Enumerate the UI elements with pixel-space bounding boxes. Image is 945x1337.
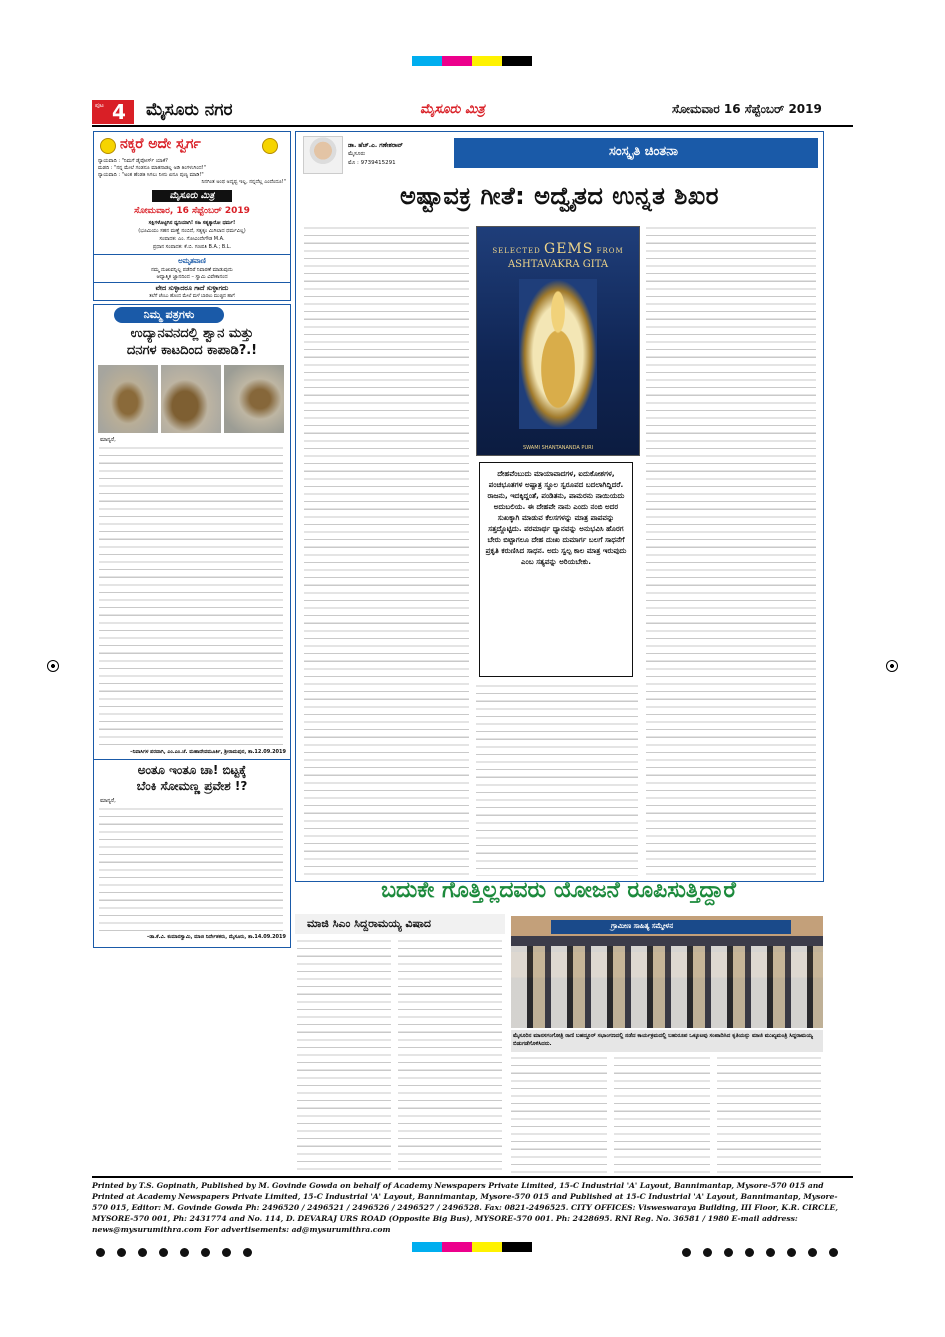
letter-signoff: –ನಿವಾಸಿಗಳ ಪರವಾಗಿ, ಎಂ.ಎಂ.ಜೆ. ಮಹಾದೇವಮೂರ್ತಿ, ಶ್ರೀರಾಮಪುರ, ತಾ.12.09.2019	[130, 749, 286, 755]
book-cover	[476, 226, 640, 456]
header-rule	[92, 125, 853, 127]
letter-headline-line: ಅಂತೂ ಇಂತೂ ಚಾ! ಬಿಟ್ಟಕ್ಕೆ	[137, 763, 247, 777]
nakkare-title: ನಕ್ಕರೆ ಅದೇ ಸ್ವರ್ಗ	[120, 136, 201, 152]
pull-quote-text: ದೇಹವೆಂಬುದು ಮಾಯಾವಾದಗಳ, ಐದುಕೋಶಗಳ, ಪಂಚಭೂತಗಳ ಅಷ್ಟಾತ್ರ ಸ್ಥೂಲ ಸ್ವರೂಪದ ಬದಲಾಗಿದ್ದಿದರೆ. ರಾಜನು, ಇದಕ್ಕಿದ್ದಂತೆ, ಪಂಡಿತನು, ಪಾಮರನು ನಾಯಿಯದು ಅದುಬಲಿಯ. ಈ ದೇಹವೇ ನಾನು ಎಂದು ನಂಬಿ ಅದರ ಸುಖಕ್ಕಾಗಿ ಮಾಡುವ ಕೆಲಸಗಳನ್ನು ಮಾತ್ರ ಪಾಪವನ್ನು ಸತ್ತದ್ದೊಟ್ಟಿದು. ಪರಮಾರ್ಥ ಧ್ಯಾನವನ್ನು ಅನುಭವಿಸಿ ಹೊರಗ ಬೇರು ಬಿಟ್ಟಾಗಲೂ ದೇಹ ದುಃಖ ದುಮಾರ್ಗ ಬಲಗೆ ಸಾಧನೆಗೆ ಪ್ರಕೃತಿ ಕರುಣಿಸಿದ ಸಾಧನ. ಅದು ಸ್ವಲ್ಪ ಕಾಲ ಮಾತ್ರ ಇರುವುದು ಎಂಬ ಸತ್ಯವನ್ನು ಅರಿಯಬೇಕು.	[485, 469, 627, 566]
letter-headline-line: ದನಗಳ ಕಾಟದಿಂದ ಕಾಪಾಡಿ?.!	[126, 343, 258, 358]
letters-title: ನಿಮ್ಮ ಪತ್ರಗಳು	[114, 307, 224, 323]
masthead: ಮೈಸೂರು ಮಿತ್ರ	[420, 102, 485, 117]
proverb: ವೇದ ಸುಳ್ಳಾದರೂ ಗಾದೆ ಸುಳ್ಳಾಗದು	[155, 284, 229, 292]
letter-body	[99, 446, 283, 746]
joke-line: ನಿನಗಿಂತ ಅಂಥ ಅದೃಷ್ಟ ಇಲ್ಲ, ನನ್ನದೆಲ್ಲ ಎಂದೆಂದೂ!"	[201, 179, 286, 185]
letter-salutation: ಮಾನ್ಯರೆ,	[100, 437, 116, 443]
article-body-col1	[304, 226, 469, 876]
photo-caption-text: ಮೈಸೂರಿನ ಮಾನಸಗಂಗೋತ್ರಿ ರಾಣಿ ಬಹದ್ದೂರ್ ಸಭಾಂಗಣದಲ್ಲಿ ನಡೆದ ಕಾರ್ಯಕ್ರಮದಲ್ಲಿ ಬಹುರೂಪ ಒಕ್ಕೂಟವು ಸಂಪಾದಿಸಿದ ಕೃತಿಯನ್ನು ಮಾಜಿ ಮುಖ್ಯಮಂತ್ರಿ ಸಿದ್ದರಾಮಯ್ಯ ಬಿಡುಗಡೆಗೊಳಿಸಿದರು.	[513, 1033, 813, 1047]
photo-caption	[511, 1030, 823, 1052]
footer-rule	[92, 1176, 853, 1178]
color-bar-bottom	[412, 1242, 532, 1252]
joke-line: ನ್ಯಾಯವಾದಿ : "ನಿಮಗೆ ಡೈವೋರ್ಸ್ ಯಾಕೆ?	[98, 158, 168, 164]
article2-body-col2	[398, 939, 502, 1173]
article-headline: ಅಷ್ಟಾವಕ್ರ ಗೀತೆ: ಅದ್ವೈತದ ಉನ್ನತ ಶಿಖರ	[400, 182, 719, 210]
letter-salutation: ಮಾನ್ಯರೆ,	[100, 798, 116, 804]
column-banner	[454, 138, 818, 168]
article2-body-col1	[297, 939, 391, 1173]
letter-headline	[94, 762, 290, 794]
tagline: ಸಕ್ಷಿಗಳೊಟ್ಟಿಗಿನ ಧ್ವನಿಯಾಗಿ! ಸಹಿ ಸತ್ಯಕ್ಕಾರೋ ಧರ್ಮ!	[148, 220, 236, 226]
amrutha-line: ನಮ್ಮ ದುಃಖವನ್ನಿಲ್ಲ ಪಡೆದಿರೆ ನಿವಾರಣೆ ಮಾಡುವುದು	[151, 267, 233, 273]
footer-dots	[90, 1242, 270, 1252]
editor-line: ಸಂಪಾದಕ: ಎಂ. ಗೋವಿಂದೇಗೌಡ	[159, 236, 213, 242]
amrutha-line: ಆಧ್ಯಾತ್ಮಿಕ ಜ್ಞಾನದಿಂದ – ಸ್ವಾಮಿ ವಿವೇಕಾನಂದ	[156, 274, 228, 280]
joke-line: ಮಡದಿ : "ನನ್ನ ಮೇಲೆ ಗಂಡನೂ ಮಾತನಾಡಲ್ಲ ಅಡಿ ತಿಂಗಳುಗಿಂದ!"	[98, 165, 206, 171]
letter-headline-line: ಬೆಂಕಿ ಸೋಮಣ್ಣ ಪ್ರವೇಶ !?	[136, 779, 248, 793]
editor-degree: M.A.	[213, 236, 225, 242]
article-sanskrithi-box	[295, 131, 824, 882]
article2-subhead	[295, 914, 505, 934]
book-title-line: ASHTAVAKRA GITA	[507, 259, 609, 270]
date-small: ಸೋಮವಾರ, 16 ಸೆಪ್ಟೆಂಬರ್ 2019	[134, 206, 250, 216]
author-phone: ಮೊ : 9739415291	[348, 160, 396, 166]
article2-body-col4	[614, 1056, 710, 1173]
deity-icon	[519, 279, 597, 429]
author-name: ಡಾ. ಹೆಚ್.ಎ. ಗಣೇಶರಾವ್	[348, 142, 403, 149]
article2-headline: ಬದುಕೇ ಗೊತ್ತಿಲ್ಲದವರು ಯೋಜನೆ ರೂಪಿಸುತ್ತಿದ್ದಾರೆ	[381, 878, 736, 903]
joke-line: ನ್ಯಾಯವಾದಿ : "ಅಂತ ಹೆಂಡತಿ ಸಿಗಲು ನೀನು ಏನೂ ಪುಣ್ಯ ಮಾಡಿ!"	[98, 172, 204, 178]
tagline: (ಭೂಮಿಯು ಸಹನ ಮಣ್ಣೆ ನಂಬಿದೆ, ಸತ್ಯಕ್ಕಂ ಮಿಗಿಲಾದ ಧರ್ಮವಿಲ್ಲ)	[138, 228, 246, 234]
section-title: ಮೈಸೂರು ನಗರ	[146, 100, 233, 120]
masthead-small: ಮೈಸೂರು ಮಿತ್ರ	[152, 190, 232, 202]
book-title	[477, 241, 639, 270]
registration-mark	[886, 660, 898, 672]
amrutha-title: ಅಮೃತವಾಣಿ	[178, 257, 206, 265]
author-photo	[303, 136, 343, 174]
footer-dots	[676, 1242, 856, 1252]
book-author: SWAMI SHANTANANDA PURI	[522, 445, 594, 451]
letter-headline	[94, 325, 290, 359]
book-title-line: GEMS	[544, 241, 594, 257]
color-bar-top	[412, 56, 532, 66]
issue-date: ಸೋಮವಾರ 16 ಸೆಪ್ಟೆಂಬರ್ 2019	[672, 102, 822, 116]
publisher-line: ಪ್ರಧಾನ ಸಂಪಾದಕ: ಕೆ.ಬಿ. ಗಣಪತಿ	[152, 244, 207, 250]
registration-mark	[47, 660, 59, 672]
event-banner	[551, 920, 791, 934]
author-city: ಮೈಸೂರು	[348, 151, 366, 157]
event-photo	[511, 916, 823, 1028]
page-label: ಪುಟ	[95, 102, 104, 109]
article2-subhead-text: ಮಾಜಿ ಸಿಎಂ ಸಿದ್ದರಾಮಯ್ಯ ವಿಷಾದ	[307, 917, 431, 930]
imprint: Printed by T.S. Gopinath, Published by M. Govinde Gowda on behalf of Academy Newspapers Private Limited, 15-C Industrial 'A' Layout, Bannimantap, Mysore-570 015 and Printed at Academy Newspapers Private Limited, 15-C Industrial 'A' Layout, Bannimantap, Mysore-570 015 and Published at 15-C Industrial 'A' Layout, Bannimantap, Mysore-570 015, Editor: M. Govinde Gowda Ph: 2496520 / 2496521 / 2496526 / 2496527 / 2496528. Fax: 0821-2496525. CITY OFFICES: Visweswaraya Building, III Floor, K.R. CIRCLE, MYSORE-570 001, Ph: 2431774 and No. 114, D. DEVARAJ URS ROAD (Opposite Big Bus), MYSORE-570 001. Ph: 2428695. RNI Reg. No. 36581 / 1980 E-mail address: news@mysurumithra.com For advertisements: ad@mysurumithra.com	[92, 1181, 838, 1234]
column-title: ಸಂಸ್ಕೃತಿ ಚಿಂತನಾ	[609, 144, 678, 159]
page-number: 4	[112, 100, 126, 124]
laugh-icon	[262, 138, 278, 154]
letter-headline-line: ಉದ್ಯಾನವನದಲ್ಲಿ ಶ್ವಾನ ಮತ್ತು	[130, 326, 254, 341]
article-body-col3	[646, 226, 816, 876]
article2-body-col5	[717, 1056, 821, 1173]
article2-body-col3	[511, 1056, 607, 1173]
laugh-icon	[100, 138, 116, 154]
publisher-degree: B.A.; B.L.	[208, 244, 232, 250]
sidebar-top-box	[93, 131, 291, 301]
book-title-line: SELECTED	[492, 247, 541, 255]
letters-box	[93, 304, 291, 948]
event-banner-text: ಗ್ರಾಮೀಣ ಸಾಹಿತ್ಯ ಸಮ್ಮೇಳನ	[611, 922, 674, 930]
page-number-box	[92, 100, 134, 124]
book-title-line: FROM	[596, 247, 624, 255]
article-body-col2	[476, 684, 638, 876]
proverb: ತಲೆಗೆ ಚೆಂಬು ಹೊಂದ ಮೇಲೆ ಮಳೆ ಬಾರಲು ಮುಚ್ಚಿದ ಹಾಗೆ	[149, 294, 235, 299]
letter-signoff: –ಡಾ.ಕೆ.ವಿ. ಕುಮಾರಸ್ವಾಮಿ, ಮಾಜಿ ನಿರ್ದೇಶಕರು, ಮೈಸೂರು, ತಾ.14.09.2019	[146, 934, 286, 940]
letter-body	[99, 807, 283, 931]
letter-photo	[98, 365, 284, 433]
pull-quote	[479, 462, 633, 677]
